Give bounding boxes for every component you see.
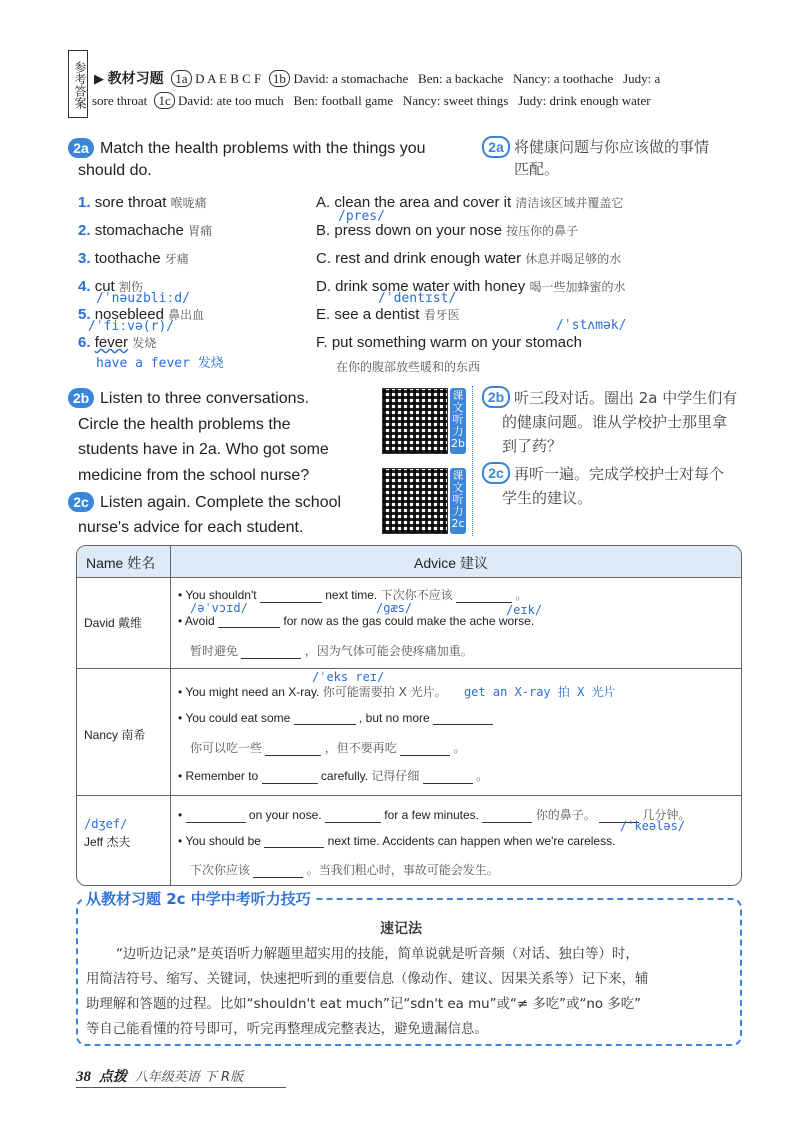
table-row-david-name: David 戴维 bbox=[84, 616, 143, 630]
problem-number: 2. bbox=[78, 222, 91, 239]
advice-cn: 下次你不应该 bbox=[380, 588, 453, 602]
answer-blank[interactable] bbox=[264, 834, 324, 848]
advice-text: for a few minutes. bbox=[384, 808, 480, 822]
problem-1 bbox=[78, 194, 207, 211]
page-number: 38 bbox=[76, 1069, 91, 1085]
answer-blank[interactable] bbox=[253, 864, 303, 878]
q1b-answer: David: a stomachache Ben: a backache Nancy: a toothache Judy: a bbox=[293, 71, 661, 86]
ex2b-cn-line2: 的健康问题。谁从学校护士那里拿 bbox=[502, 413, 728, 431]
advice-cn: 你的鼻子。 bbox=[535, 808, 596, 822]
action-letter: A. bbox=[316, 194, 331, 211]
problem-note: 胃痛 bbox=[188, 224, 213, 238]
advice-text: for now as the gas could make the ache worse. bbox=[283, 614, 535, 628]
table-header-name: Name 姓名 bbox=[86, 555, 156, 571]
problem-text: stomachache bbox=[94, 222, 184, 239]
action-letter: D. bbox=[316, 278, 331, 295]
action-note: 喝一些加蜂蜜的水 bbox=[529, 280, 626, 294]
answer-blank[interactable] bbox=[260, 589, 322, 603]
advice-cn: 下次你应该 bbox=[190, 863, 251, 877]
table-header-bg bbox=[77, 546, 742, 578]
answer-key-side-label: 参考答案 bbox=[68, 50, 88, 118]
ex2b-cn-instruction bbox=[502, 386, 737, 458]
ex2b-line4: medicine from the school nurse? bbox=[78, 466, 310, 484]
problem-note: 喉咙痛 bbox=[170, 196, 207, 210]
ex2a-cn-line2: 匹配。 bbox=[514, 160, 560, 178]
action-text: clean the area and cover it bbox=[334, 194, 512, 211]
advice-text: on your nose. bbox=[248, 808, 322, 822]
advice-text: • bbox=[178, 808, 183, 822]
answer-blank[interactable] bbox=[456, 589, 512, 603]
action-f bbox=[316, 334, 582, 351]
problem-3 bbox=[78, 250, 189, 267]
ex2a-badge: 2a bbox=[68, 138, 94, 158]
qr-label-2c: 课文听力2c bbox=[450, 468, 466, 534]
problem-note: 发烧 bbox=[132, 336, 157, 350]
table-row-nancy-name: Nancy 南希 bbox=[84, 728, 146, 742]
phonetic-gas: /gæs/ bbox=[376, 601, 413, 615]
q1c-label: 1c bbox=[154, 92, 174, 109]
advice-cn: 暂时避免 bbox=[190, 644, 239, 658]
advice-cn: 。 bbox=[515, 588, 528, 602]
ex2c-badge: 2c bbox=[68, 492, 94, 512]
footer bbox=[76, 1066, 243, 1086]
ex2b-cn-line1: 听三段对话。圈出 2a 中学生们有 bbox=[514, 389, 738, 407]
answer-blank[interactable] bbox=[433, 711, 493, 725]
problem-text: fever bbox=[94, 334, 129, 351]
advice-cn: 。 bbox=[453, 741, 466, 755]
problem-number: 1. bbox=[78, 194, 91, 211]
problem-text: nosebleed bbox=[94, 306, 164, 323]
action-note: 休息并喝足够的水 bbox=[525, 252, 622, 266]
qr-code-2c[interactable] bbox=[382, 468, 448, 534]
jeff-advice-2 bbox=[178, 834, 615, 848]
arrow-icon: ▶ bbox=[94, 71, 104, 86]
phonetic-press: /pres/ bbox=[338, 209, 385, 224]
problem-text: cut bbox=[94, 278, 115, 295]
answer-blank[interactable] bbox=[265, 742, 321, 756]
problem-note: 鼻出血 bbox=[168, 308, 205, 322]
advice-cn: 你可以吃一些 bbox=[190, 741, 263, 755]
xray-handwritten-note: get an X-ray 拍 X 光片 bbox=[463, 685, 616, 699]
tip-title: 速记法 bbox=[380, 921, 422, 937]
advice-cn: ，但不要再吃 bbox=[324, 741, 397, 755]
advice-text: • Avoid bbox=[178, 614, 215, 628]
ex2c-cn-badge: 2c bbox=[482, 462, 510, 484]
q1a-answer: D A E B C F bbox=[195, 71, 262, 86]
action-e bbox=[316, 306, 460, 323]
action-text: put something warm on your stomach bbox=[331, 334, 582, 351]
table-row-divider bbox=[76, 795, 742, 796]
action-note: 清洁该区域并覆盖它 bbox=[515, 196, 624, 210]
advice-cn: 。当我们粗心时，事故可能会发生。 bbox=[306, 863, 499, 877]
tip-header: 从教材习题 2c 中学中考听力技巧 bbox=[82, 888, 315, 909]
ex2c-instruction bbox=[78, 490, 341, 540]
table-header-advice: Advice 建议 bbox=[414, 555, 488, 571]
tip-paragraph-line: “边听边记录”是英语听力解题里超实用的技能，简单说就是听音频（对话、独白等）时， bbox=[116, 947, 639, 962]
brand-name: 点拨 bbox=[98, 1069, 127, 1085]
advice-text: • You shouldn't bbox=[178, 588, 257, 602]
ex2a-instruction-line2: should do. bbox=[78, 162, 152, 179]
advice-cn: 。 bbox=[476, 769, 489, 783]
action-text: drink some water with honey bbox=[335, 278, 526, 295]
action-c bbox=[316, 250, 621, 267]
answer-blank[interactable] bbox=[186, 809, 246, 823]
advice-cn: 记得仔细 bbox=[371, 769, 420, 783]
phonetic-xray: /ˈeks reɪ/ bbox=[312, 670, 385, 684]
action-text: see a dentist bbox=[334, 306, 420, 323]
advice-text: next time. Accidents can happen when we're careless. bbox=[327, 834, 616, 848]
action-note: 按压你的鼻子 bbox=[506, 224, 579, 238]
action-text: press down on your nose bbox=[334, 222, 502, 239]
ex2b-line3: students have in 2a. Who got some bbox=[78, 441, 329, 458]
ex2b-line2: Circle the health problems the bbox=[78, 415, 291, 433]
action-letter: E. bbox=[316, 306, 331, 323]
phonetic-nosebleed: /ˈnəuzbliːd/ bbox=[96, 291, 190, 306]
tip-paragraph-line: 等自己能看懂的符号即可，听完再整理成完整表达，避免遗漏信息。 bbox=[86, 1022, 488, 1037]
qr-code-2b[interactable] bbox=[382, 388, 448, 454]
answer-key-title: 教材习题 bbox=[107, 71, 164, 87]
action-f-note: 在你的腹部放些暖和的东西 bbox=[336, 360, 481, 374]
ex2a-cn-badge: 2a bbox=[482, 136, 510, 158]
ex2a-instruction bbox=[100, 136, 426, 162]
answer-blank[interactable] bbox=[325, 809, 381, 823]
ex2a-cn-instruction bbox=[514, 136, 709, 180]
jeff-advice-1 bbox=[178, 806, 690, 823]
david-advice-2 bbox=[178, 614, 534, 628]
table-row-jeff-name: Jeff 杰夫 bbox=[84, 835, 131, 849]
action-d bbox=[316, 278, 625, 295]
fever-handwritten-note: have a fever 发烧 bbox=[96, 356, 224, 371]
q1b-label: 1b bbox=[269, 70, 290, 87]
problem-note: 割伤 bbox=[118, 280, 143, 294]
action-b bbox=[316, 222, 578, 239]
ex2b-cn-badge: 2b bbox=[482, 386, 510, 408]
answer-blank[interactable] bbox=[400, 742, 450, 756]
nancy-advice-3 bbox=[178, 767, 488, 784]
advice-text: next time. bbox=[325, 588, 378, 602]
tip-paragraph-line: 用简洁符号、缩写、关键词，快速把听到的重要信息（像动作、建议、因果关系等）记下来，辅 bbox=[86, 972, 649, 987]
action-note: 看牙医 bbox=[423, 308, 460, 322]
ex2b-cn-line3: 到了药？ bbox=[502, 437, 563, 455]
ex2c-cn-line2: 学生的建议。 bbox=[502, 489, 593, 507]
answer-blank[interactable] bbox=[482, 809, 532, 823]
table-row-divider bbox=[76, 577, 742, 578]
answer-key-line2 bbox=[92, 93, 651, 109]
phonetic-careless: /ˈkeələs/ bbox=[620, 819, 686, 833]
ex2c-cn-line1: 再听一遍。完成学校护士对每个 bbox=[514, 465, 725, 483]
answer-blank[interactable] bbox=[218, 614, 280, 628]
nancy-advice-2 bbox=[178, 711, 493, 725]
advice-text: • Remember to bbox=[178, 769, 259, 783]
problem-text: toothache bbox=[94, 250, 161, 267]
q1b-answer-cont: sore throat bbox=[92, 93, 148, 108]
answer-blank[interactable] bbox=[262, 770, 318, 784]
nancy-advice-1 bbox=[178, 683, 616, 700]
action-letter: B. bbox=[316, 222, 331, 239]
problem-note: 牙痛 bbox=[164, 252, 189, 266]
answer-blank[interactable] bbox=[241, 645, 301, 659]
jeff-advice-2-cn bbox=[190, 861, 499, 878]
answer-key-line1 bbox=[94, 68, 660, 88]
advice-cn: 你可能需要拍 X 光片。 bbox=[322, 685, 447, 699]
action-text: rest and drink enough water bbox=[335, 250, 522, 267]
advice-text: • You could eat some bbox=[178, 711, 291, 725]
tip-body bbox=[86, 942, 742, 1042]
phonetic-dentist: /ˈdentɪst/ bbox=[378, 291, 457, 306]
ex2c-cn-instruction bbox=[502, 462, 724, 510]
answer-blank[interactable] bbox=[423, 770, 473, 784]
phonetic-stomach: /ˈstʌmək/ bbox=[556, 318, 627, 333]
footer-rule bbox=[76, 1087, 286, 1088]
phonetic-jeff: /dʒef/ bbox=[84, 817, 128, 831]
phonetic-ache: /eɪk/ bbox=[506, 603, 543, 617]
advice-text: carefully. bbox=[320, 769, 369, 783]
ex2b-badge: 2b bbox=[68, 388, 94, 408]
table-row-divider bbox=[76, 668, 742, 669]
problem-2 bbox=[78, 222, 212, 239]
ex2a-instruction-line1: Match the health problems with the things you bbox=[100, 140, 426, 157]
ex2a-cn-line1: 将健康问题与你应该做的事情 bbox=[514, 138, 710, 156]
action-letter: C. bbox=[316, 250, 331, 267]
advice-cn: ，因为气体可能会使疼痛加重。 bbox=[304, 644, 473, 658]
ex2c-line2: nurse's advice for each student. bbox=[78, 519, 304, 536]
advice-text: • You should be bbox=[178, 834, 261, 848]
problem-text: sore throat bbox=[94, 194, 167, 211]
ex2c-line1: Listen again. Complete the school bbox=[100, 494, 342, 511]
advice-text: • You might need an X-ray. bbox=[178, 685, 320, 699]
q1c-answer: David: ate too much Ben: football game Nancy: sweet things Judy: drink enough water bbox=[178, 93, 651, 108]
phonetic-fever: /ˈfiːvə(r)/ bbox=[88, 319, 175, 334]
answer-blank[interactable] bbox=[294, 711, 356, 725]
book-title: 八年级英语 下 R版 bbox=[134, 1070, 244, 1085]
phonetic-avoid: /əˈvɔɪd/ bbox=[190, 601, 248, 615]
problem-number: 6. bbox=[78, 334, 91, 351]
ex2b-line1: Listen to three conversations. bbox=[100, 390, 310, 407]
problem-6 bbox=[78, 334, 156, 351]
tip-paragraph-line: 助理解和答题的过程。比如“shouldn't eat much”记“sdn't ea mu”或“≠ 多吃”或“no 多吃” bbox=[86, 997, 642, 1012]
q1a-label: 1a bbox=[171, 70, 191, 87]
qr-label-2b: 课文听力2b bbox=[450, 388, 466, 454]
action-letter: F. bbox=[316, 334, 328, 351]
david-advice-2-cn bbox=[190, 642, 473, 659]
advice-cn: 几分钟。 bbox=[642, 808, 691, 822]
problem-number: 5. bbox=[78, 306, 91, 323]
table-column-divider bbox=[170, 545, 171, 886]
nancy-advice-2-cn bbox=[190, 739, 465, 756]
divider-dotted bbox=[472, 386, 473, 536]
problem-number: 4. bbox=[78, 278, 91, 295]
advice-text: , but no more bbox=[358, 711, 430, 725]
problem-number: 3. bbox=[78, 250, 91, 267]
ex2b-instruction bbox=[78, 386, 329, 488]
